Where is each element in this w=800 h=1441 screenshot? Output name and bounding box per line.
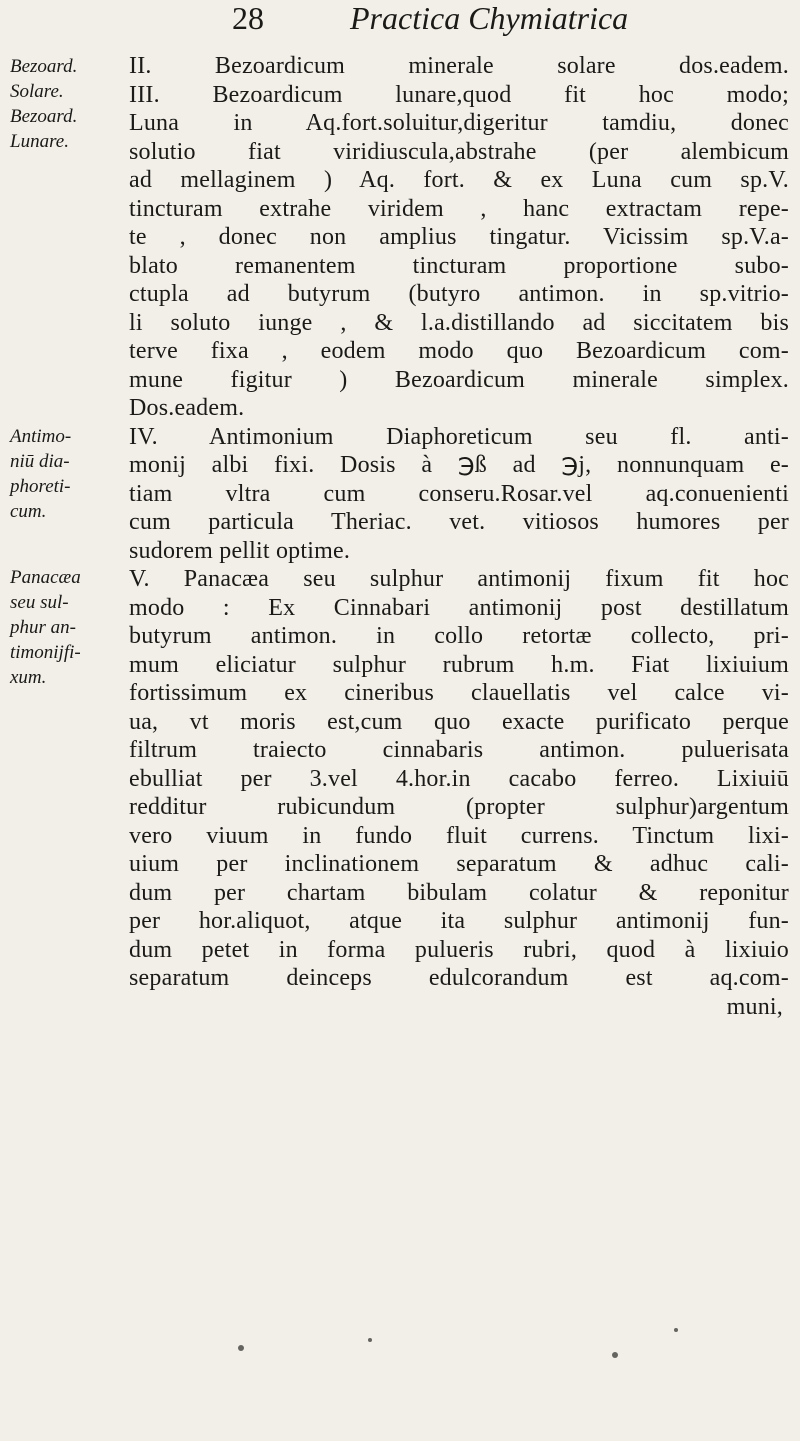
margin-note-line: seu sul- (10, 592, 69, 613)
text-line: terve fixa , eodem modo quo Bezoardicum com- (129, 338, 789, 364)
text-line: li soluto iunge , & l.a.distillando ad siccitatem bis (129, 309, 789, 336)
margin-note-line: Solare. (10, 81, 64, 102)
text-line: dum petet in forma pulueris rubri, quod à lixiuio (129, 936, 789, 963)
text-line: ad mellaginem ) Aq. fort. & ex Luna cum sp.V. (129, 167, 789, 193)
text-line: tincturam extrahe viridem , hanc extractam repe- (129, 195, 789, 222)
margin-note-line: Panacæa (10, 567, 81, 588)
text-line: fortissimum ex cineribus clauellatis vel calce vi- (129, 680, 789, 706)
margin-note-line: Antimo- (10, 426, 72, 447)
text-line: per hor.aliquot, atque ita sulphur antimonij fun- (129, 908, 789, 934)
text-line: ctupla ad butyrum (butyro antimon. in sp.vitrio- (129, 281, 789, 307)
margin-note-bezoard (10, 54, 120, 154)
margin-note-line: Bezoard. (10, 106, 78, 127)
text-line: III. Bezoardicum lunare,quod fit hoc modo; (129, 81, 789, 108)
page-number: 28 (232, 0, 264, 36)
speck (368, 1338, 372, 1342)
text-line: ebulliat per 3.vel 4.hor.in cacabo ferreo. Lixiuiū (129, 765, 789, 792)
speck (238, 1345, 244, 1351)
text-line: vero viuum in fundo fluit currens. Tinctum lixi- (129, 822, 789, 849)
text-line: filtrum traiecto cinnabaris antimon. puluerisata (129, 737, 789, 763)
catchword: muni, (726, 993, 783, 1020)
margin-note-line: Bezoard. (10, 56, 78, 77)
text-line: cum particula Theriac. vet. vitiosos humores per (129, 509, 789, 535)
text-line: Dos.eadem. (129, 395, 245, 421)
text-line: butyrum antimon. in collo retortæ collecto, pri- (129, 623, 789, 649)
text-line: dum per chartam bibulam colatur & reponitur (129, 879, 789, 906)
running-title: Practica Chymiatrica (350, 0, 629, 36)
text-line: redditur rubicundum (propter sulphur)argentum (129, 794, 789, 820)
text-line: separatum deinceps edulcorandum est aq.com- (129, 965, 789, 991)
speck (674, 1328, 678, 1332)
text-line: solutio fiat viridiuscula,abstrahe (per alembicum (129, 138, 789, 165)
text-line: mum eliciatur sulphur rubrum h.m. Fiat lixiuium (129, 651, 789, 678)
body-text (129, 52, 789, 1021)
text-line: te , donec non amplius tingatur. Vicissim sp.V.a- (129, 224, 789, 250)
margin-note-line: niū dia- (10, 451, 70, 472)
margin-note-line: phur an- (10, 617, 76, 638)
text-line: modo : Ex Cinnabari antimonij post destillatum (129, 594, 789, 621)
text-line: sudorem pellit optime. (129, 537, 351, 564)
text-line: II. Bezoardicum minerale solare dos.eadem. (129, 53, 789, 79)
page-header (230, 0, 730, 40)
text-line: monij albi fixi. Dosis à ℈ß ad ℈j, nonnunquam e- (129, 452, 789, 478)
text-line: Luna in Aq.fort.soluitur,digeritur tamdiu, donec (129, 110, 789, 136)
text-line: IV. Antimonium Diaphoreticum seu fl. anti- (129, 423, 789, 450)
text-line: ua, vt moris est,cum quo exacte purificato perque (129, 708, 789, 735)
text-line: tiam vltra cum conseru.Rosar.vel aq.conuenienti (129, 480, 789, 507)
speck (612, 1352, 618, 1358)
text-line: blato remanentem tincturam proportione subo- (129, 252, 789, 279)
margin-note-line: cum. (10, 501, 47, 522)
margin-note-antimonium (10, 424, 120, 524)
margin-note-panacaea (10, 565, 120, 690)
margin-note-line: timonijfi- (10, 642, 81, 663)
text-line: mune figitur ) Bezoardicum minerale simplex. (129, 366, 789, 393)
text-line: V. Panacæa seu sulphur antimonij fixum fit hoc (129, 566, 789, 592)
margin-note-line: Lunare. (10, 131, 69, 152)
margin-note-line: xum. (10, 667, 47, 688)
text-line: uium per inclinationem separatum & adhuc cali- (129, 851, 789, 877)
margin-note-line: phoreti- (10, 476, 71, 497)
